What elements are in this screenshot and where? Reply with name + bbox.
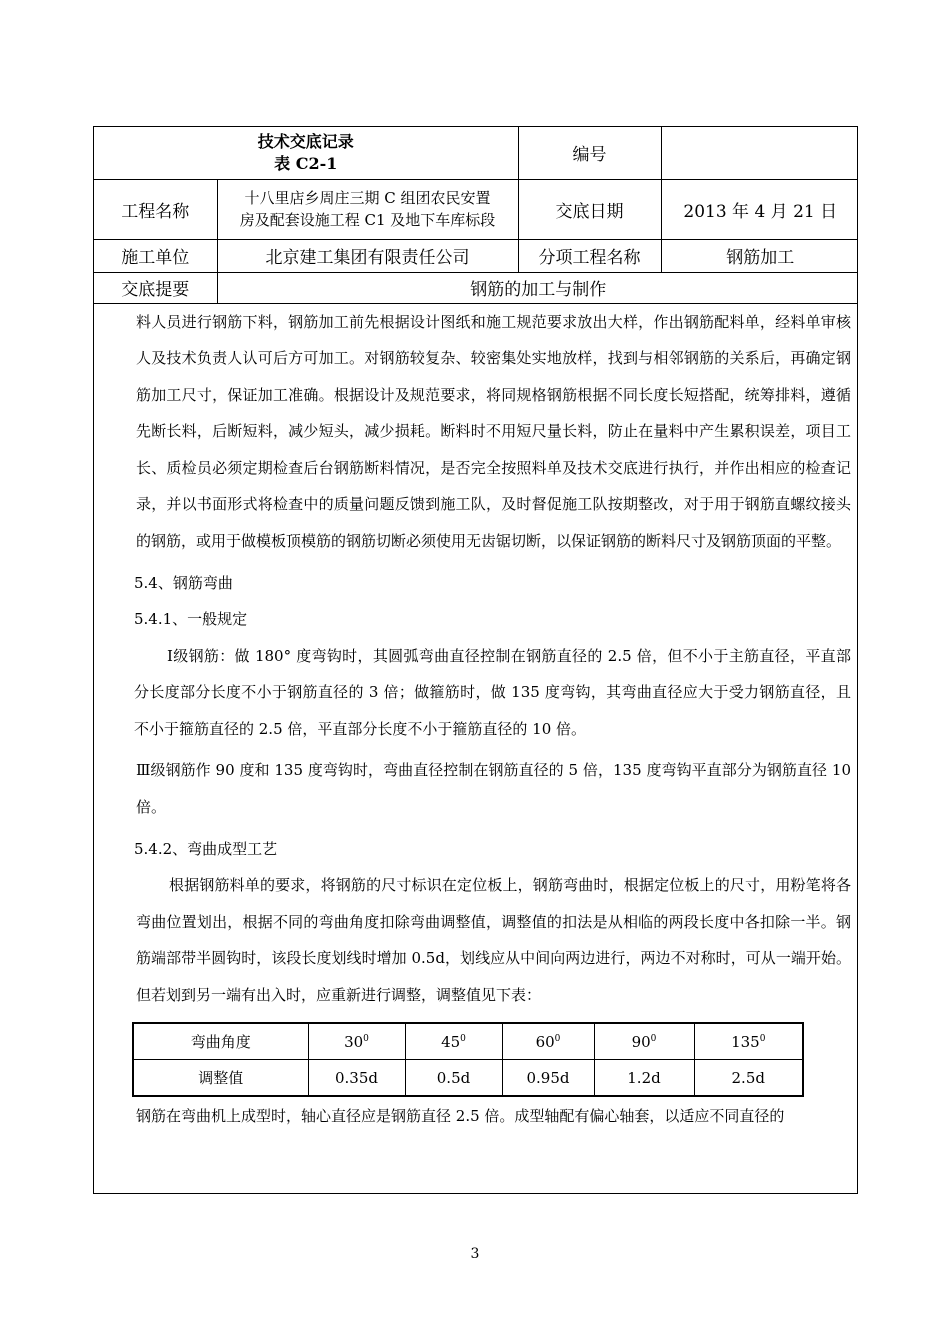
number-label: 编号 — [518, 127, 661, 179]
number-value — [661, 127, 858, 179]
adjustment-header: 调整值 — [133, 1060, 308, 1097]
contractor-value: 北京建工集团有限责任公司 — [217, 239, 518, 272]
header-table — [94, 127, 858, 304]
angle-cell: $30^0$ — [308, 1023, 405, 1060]
date-label: 交底日期 — [518, 179, 661, 239]
heading-general-rules: 5.4.1、一般规定 — [134, 610, 248, 628]
adjustment-cell: 2.5d — [694, 1060, 803, 1097]
project-name-value — [217, 179, 518, 239]
form-title-cell — [94, 127, 518, 179]
subproject-value: 钢筋加工 — [661, 239, 858, 272]
table-row — [133, 1060, 803, 1097]
project-name-line2: 房及配套设施工程 C1 及地下车库标段 — [239, 211, 496, 229]
adjustment-cell: 0.95d — [502, 1060, 594, 1097]
paragraph-process: 根据钢筋料单的要求，将钢筋的尺寸标识在定位板上，钢筋弯曲时，根据定位板上的尺寸，用粉笔将各弯曲位置划出，根据不同的弯曲角度扣除弯曲调整值，调整值的扣法是从相临的两段长度中各扣除一半。钢筋端部带半圆钩时，该段长度划线时增加 0.5d，划线应从中间向两边进行，两边不对称时，可从一端开始。但若划到另一端有出入时，应重新进行调整，调整值见下表： — [136, 876, 851, 1004]
adjustment-cell: 0.5d — [405, 1060, 502, 1097]
form-code: 表 C2-1 — [274, 153, 338, 173]
angle-header: 弯曲角度 — [133, 1023, 308, 1060]
summary-value: 钢筋的加工与制作 — [217, 272, 858, 303]
adjustment-table — [132, 1022, 804, 1097]
project-name-label: 工程名称 — [94, 179, 217, 239]
page-number: 3 — [470, 1246, 480, 1262]
adjustment-cell: 1.2d — [594, 1060, 694, 1097]
paragraph-cutting: 料人员进行钢筋下料，钢筋加工前先根据设计图纸和施工规范要求放出大样，作出钢筋配料单，经料单审核人及技术负责人认可后方可加工。对钢筋较复杂、较密集处实地放样，找到与相邻钢筋的关系后，再确定钢筋加工尺寸，保证加工准确。根据设计及规范要求，将同规格钢筋根据不同长度长短搭配，统筹排料，遵循先断长料，后断短料，减少短头，减少损耗。断料时不用短尺量长料，防止在量料中产生累积误差，项目工长、质检员必须定期检查后台钢筋断料情况，是否完全按照料单及技术交底进行执行，并作出相应的检查记录，并以书面形式将检查中的质量问题反馈到施工队，及时督促施工队按期整改，对于用于钢筋直螺纹接头的钢筋，或用于做模板顶模筋的钢筋切断必须使用无齿锯切断，以保证钢筋的断料尺寸及钢筋顶面的平整。 — [136, 312, 851, 550]
summary-label: 交底提要 — [94, 272, 217, 303]
angle-cell: $60^0$ — [502, 1023, 594, 1060]
table-row — [133, 1023, 803, 1060]
date-value: 2013 年 4 月 21 日 — [661, 179, 858, 239]
subproject-label: 分项工程名称 — [518, 239, 661, 272]
form-frame — [93, 126, 858, 1194]
angle-cell: $45^0$ — [405, 1023, 502, 1060]
contractor-label: 施工单位 — [94, 239, 217, 272]
angle-cell: $135^0$ — [694, 1023, 803, 1060]
heading-bending: 5.4、钢筋弯曲 — [134, 574, 233, 592]
adjustment-cell: 0.35d — [308, 1060, 405, 1097]
paragraph-grade3: Ⅲ级钢筋作 90 度和 135 度弯钩时，弯曲直径控制在钢筋直径的 5 倍，135 度弯钩平直部分为钢筋直径 10 倍。 — [136, 761, 851, 816]
paragraph-grade1: Ⅰ级钢筋：做 180° 度弯钩时，其圆弧弯曲直径控制在钢筋直径的 2.5 倍，但不小于主筋直径，平直部分长度部分长度不小于钢筋直径的 3 倍；做箍筋时，做 135 度弯钩，其弯曲直径应大于受力钢筋直径，且不小于箍筋直径的 2.5 倍，平直部分长度不小于箍筋直径的 10 倍。 — [134, 646, 851, 738]
content-body — [94, 304, 857, 1130]
project-name-line1: 十八里店乡周庄三期 C 组团农民安置 — [244, 189, 491, 207]
paragraph-forming: 钢筋在弯曲机上成型时，轴心直径应是钢筋直径 2.5 倍。成型轴配有偏心轴套，以适应不同直径的 — [136, 1107, 785, 1125]
angle-cell: $90^0$ — [594, 1023, 694, 1060]
form-title: 技术交底记录 — [257, 131, 354, 151]
heading-forming-process: 5.4.2、弯曲成型工艺 — [134, 840, 278, 858]
